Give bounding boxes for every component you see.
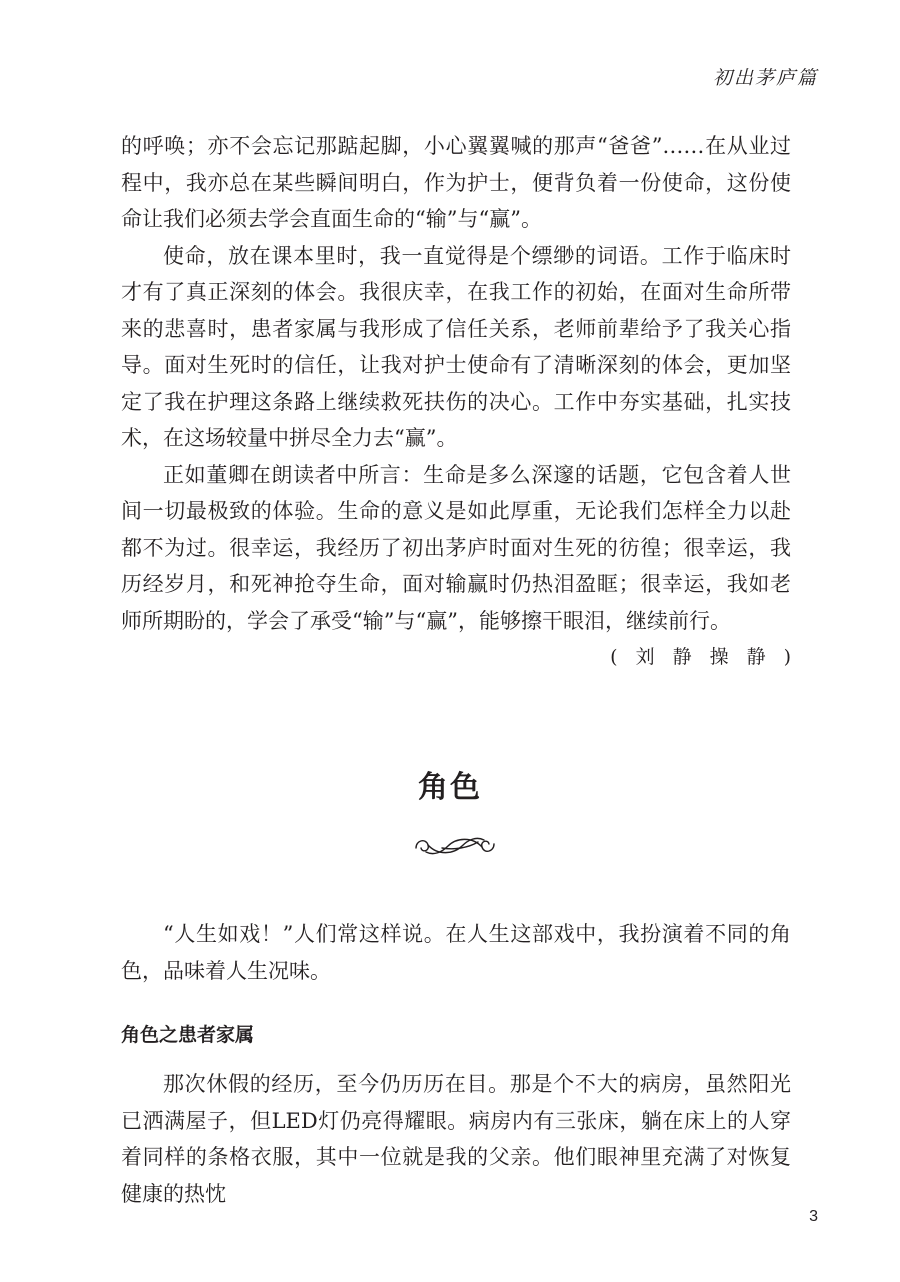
author-byline: (刘静操静) bbox=[610, 646, 809, 668]
running-head: 初出茅庐篇 bbox=[712, 67, 818, 89]
essay-body bbox=[121, 916, 791, 1212]
flourish-ornament-icon bbox=[412, 826, 498, 866]
paragraph: 使命，放在课本里时，我一直觉得是个缥缈的词语。工作于临床时才有了真正深刻的体会。我很庆幸，在我工作的初始，在面对生命所带来的悲喜时，患者家属与我形成了信任关系，老师前辈给予了我关心指导。面对生死时的信任，让我对护士使命有了清晰深刻的体会，更加坚定了我在护理这条路上继续救死扶伤的决心。工作中夯实基础，扎实技术，在这场较量中拼尽全力去“赢”。 bbox=[121, 243, 791, 450]
essay-continuation bbox=[121, 128, 809, 675]
paragraph: 正如董卿在朗读者中所言：生命是多么深邃的话题，它包含着人世间一切最极致的体验。生命的意义是如此厚重，无论我们怎样全力以赴都不为过。很幸运，我经历了初出茅庐时面对生死的彷徨；很幸运，我历经岁月，和死神抢夺生命，面对输赢时仍热泪盈眶；很幸运，我如老师所期盼的，学会了承受“输”与“赢”，能够擦干眼泪，继续前行。 bbox=[121, 462, 791, 633]
paragraph: 那次休假的经历，至今仍历历在目。那是个不大的病房，虽然阳光已洒满屋子，但LED灯仍亮得耀眼。病房内有三张床，躺在床上的人穿着同样的条格衣服，其中一位就是我的父亲。他们眼神里充满了对恢复健康的热忱 bbox=[121, 1072, 791, 1206]
section-title: 角色 bbox=[418, 770, 482, 805]
page-number: 3 bbox=[809, 1208, 818, 1225]
intro-paragraph: “人生如戏！”人们常这样说。在人生这部戏中，我扮演着不同的角色，品味着人生况味。 bbox=[121, 922, 791, 983]
paragraph: 的呼唤；亦不会忘记那踮起脚，小心翼翼喊的那声“爸爸”……在从业过程中，我亦总在某些瞬间明白，作为护士，便背负着一份使命，这份使命让我们必须去学会直面生命的“输”与“赢”。 bbox=[121, 134, 791, 231]
subheading: 角色之患者家属 bbox=[121, 1024, 255, 1046]
